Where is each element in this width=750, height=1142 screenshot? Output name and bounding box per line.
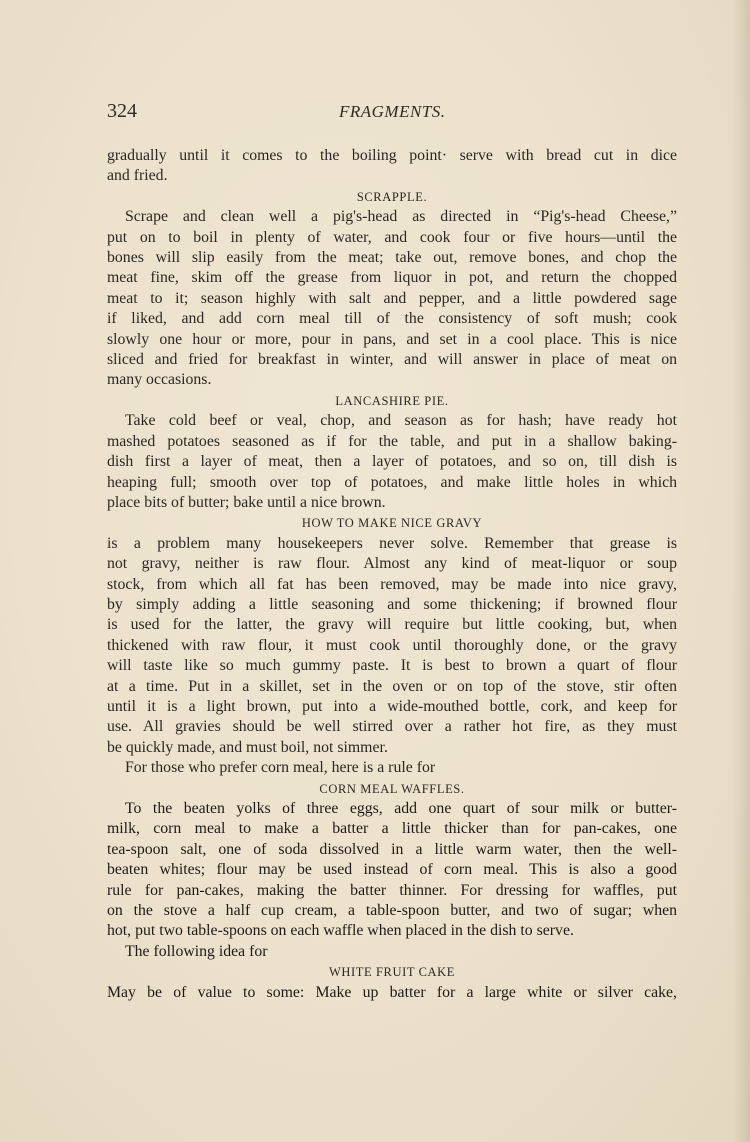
text-line: at a time. Put in a skillet, set in the oven or on top of the stove, stir often [107, 677, 677, 695]
text-line: many occasions. [107, 371, 212, 389]
text-line: be quickly made, and must boil, not simmer. [107, 738, 388, 756]
text-line: tea-spoon salt, one of soda dissolved in a little warm water, then the well- [107, 840, 677, 858]
fruit-cake-paragraph [107, 983, 677, 1003]
recipe-heading-white-fruit-cake: WHITE FRUIT CAKE [328, 965, 456, 980]
recipe-heading-lancashire-pie: LANCASHIRE PIE. [335, 393, 449, 408]
text-line: To the beaten yolks of three eggs, add one quart of sour milk or butter- [125, 800, 677, 817]
recipe-heading-scrapple: SCRAPPLE. [356, 189, 428, 204]
recipe-heading-corn-meal-waffles: CORN MEAL WAFFLES. [319, 781, 465, 796]
text-line: For those who prefer corn meal, here is a rule for [125, 759, 436, 777]
text-line: put on to boil in plenty of water, and cook four or five hours—until the [107, 228, 677, 246]
text-line: May be of value to some: Make up batter for a large white or silver cake, [107, 983, 677, 1001]
text-line: rule for pan-cakes, making the batter thinner. For dressing for waffles, put [107, 881, 677, 899]
text-line: mashed potatoes seasoned as if for the table, and put in a shallow baking- [107, 432, 677, 450]
text-line: Scrape and clean well a pig's-head as directed in “Pig's-head Cheese,” [125, 208, 677, 226]
text-line: thickened with raw flour, it must cook until thoroughly done, or the gravy [107, 636, 677, 654]
text-line: will taste like so much gummy paste. It is best to brown a quart of flour [107, 657, 677, 675]
text-line: gradually until it comes to the boiling point· serve with bread cut in dice [107, 147, 677, 164]
text-line: is used for the latter, the gravy will require but little cooking, but, when [107, 616, 677, 634]
text-line: use. All gravies should be well stirred over a rather hot fire, as they must [107, 718, 677, 736]
text-line: hot, put two table-spoons on each waffle when placed in the dish to serve. [107, 922, 574, 940]
text-line: meat to it; season highly with salt and pepper, and a little powdered sage [107, 289, 677, 307]
text-line: The following idea for [125, 942, 268, 960]
text-line: Take cold beef or veal, chop, and season as for hash; have ready hot [125, 412, 677, 430]
text-line: slowly one hour or more, pour in pans, and set in a cool place. This is nice [107, 330, 677, 348]
text-line: stock, from which all fat has been removed, may be made into nice gravy, [107, 575, 677, 593]
recipe-heading-gravy: HOW TO MAKE NICE GRAVY [301, 516, 483, 531]
text-line: on the stove a half cup cream, a table-spoon butter, and two of sugar; when [107, 902, 677, 920]
text-line: beaten whites; flour may be used instead of corn meal. This is also a good [107, 861, 677, 879]
text-line: and fried. [107, 167, 168, 185]
page-header [107, 100, 677, 128]
text-line: bones will slip easily from the meat; take out, remove bones, and chop the [107, 249, 677, 267]
text-line: until it is a light brown, put into a wide-mouthed bottle, cork, and keep for [107, 697, 677, 715]
text-line: if liked, and add corn meal till of the consistency of soft mush; cook [107, 310, 677, 328]
text-line: dish first a layer of meat, then a layer of potatoes, and so on, till dish is [107, 453, 677, 471]
text-line: by simply adding a little seasoning and some thickening; if browned flour [107, 595, 677, 613]
text-line: is a problem many housekeepers never solve. Remember that grease is [107, 534, 677, 552]
text-line: heaping full; smooth over top of potatoes, and make little holes in which [107, 473, 677, 491]
text-line: meat fine, skim off the grease from liquor in pot, and return the chopped [107, 269, 677, 287]
text-line: milk, corn meal to make a batter a little thicker than for pan-cakes, one [107, 820, 677, 838]
text-line: sliced and fried for breakfast in winter, and will answer in place of meat on [107, 351, 677, 369]
running-title: FRAGMENTS. [339, 102, 446, 121]
text-line: not gravy, neither is raw flour. Almost any kind of meat-liquor or soup [107, 555, 677, 573]
waffles-paragraph [107, 799, 677, 962]
page-number: 324 [107, 100, 137, 122]
page-body [107, 146, 677, 1003]
text-line: place bits of butter; bake until a nice brown. [107, 493, 386, 511]
